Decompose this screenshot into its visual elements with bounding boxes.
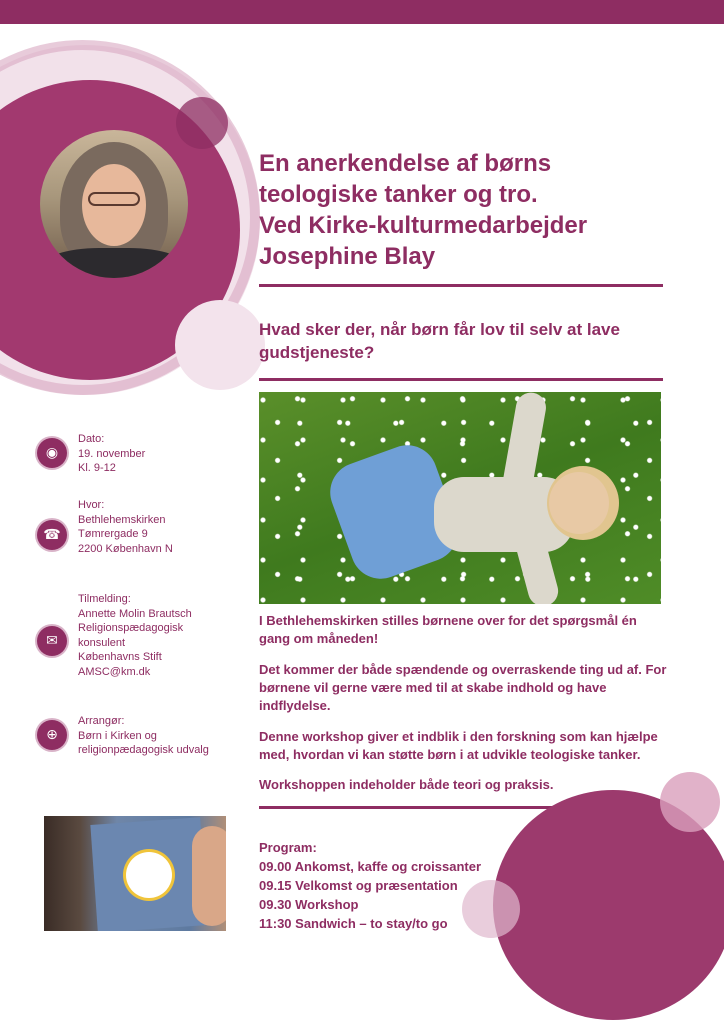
paragraph-2: Det kommer der både spændende og overraskende ting ud af. For børnene vil gerne være med til at skabe indhold og have indflydelse. [259, 662, 667, 713]
signup-line: Religionspædagogisk [78, 622, 184, 634]
signup-email: AMSC@km.dk [78, 665, 151, 678]
program-list [259, 838, 481, 933]
divider [259, 378, 663, 381]
title-line: Josephine Blay [259, 243, 436, 270]
phone-icon: ☎ [37, 520, 67, 550]
program-heading: Program: [259, 840, 317, 855]
lead-question: Hvad sker der, når børn får lov til selv at lave gudstjeneste? [259, 320, 620, 362]
title-line: En anerkendelse af børns [259, 150, 552, 177]
program-item: 09.15 Velkomst og præsentation [259, 878, 458, 893]
organizer-line: religionpædagogisk udvalg [78, 744, 209, 756]
location-label: Hvor: [78, 499, 105, 511]
divider [259, 284, 663, 287]
event-title [259, 148, 679, 272]
top-bar [0, 0, 724, 24]
signup-line: Annette Molin Brautsch [78, 607, 192, 620]
location-line: Bethlehemskirken [78, 513, 166, 526]
title-line: Ved Kirke-kulturmedarbejder [259, 212, 588, 239]
date-value: 19. november [78, 447, 146, 460]
child-on-grass-photo [259, 392, 661, 604]
mail-icon: ✉ [37, 626, 67, 656]
globe-icon: ⊕ [37, 720, 67, 750]
paragraph-3: Denne workshop giver et indblik i den forskning som kan hjælpe med, hvordan vi kan støtte børn i at udvikle teologiske tanker. [259, 729, 658, 762]
program-item: 09.00 Ankomst, kaffe og croissanter [259, 859, 482, 874]
time-value: Kl. 9-12 [78, 462, 116, 474]
organizer-line: Børn i Kirken og [78, 729, 157, 742]
location-line: 2200 København N [78, 542, 173, 555]
program-item: 11:30 Sandwich – to stay/to go [259, 916, 448, 931]
signup-line: Københavns Stift [78, 651, 162, 663]
location-info [78, 498, 248, 556]
speaker-portrait [40, 130, 188, 278]
decorative-dot [660, 772, 720, 832]
date-info [78, 432, 248, 476]
decorative-dot [176, 97, 228, 149]
signup-info [78, 592, 248, 679]
decorative-light-circle [175, 300, 265, 390]
paragraph-4: Workshoppen indeholder både teori og praksis. [259, 777, 554, 792]
signup-line: konsulent [78, 636, 126, 649]
organizer-label: Arrangør: [78, 715, 125, 727]
book-photo [44, 816, 226, 931]
location-line: Tømrergade 9 [78, 528, 148, 540]
location-pin-icon: ◉ [37, 438, 67, 468]
title-line: teologiske tanker og tro. [259, 181, 538, 208]
signup-label: Tilmelding: [78, 593, 131, 605]
organizer-info [78, 714, 248, 758]
paragraph-1: I Bethlehemskirken stilles børnene over for det spørgsmål én gang om måneden! [259, 613, 637, 646]
date-label: Dato: [78, 433, 105, 445]
program-item: 09.30 Workshop [259, 897, 359, 912]
